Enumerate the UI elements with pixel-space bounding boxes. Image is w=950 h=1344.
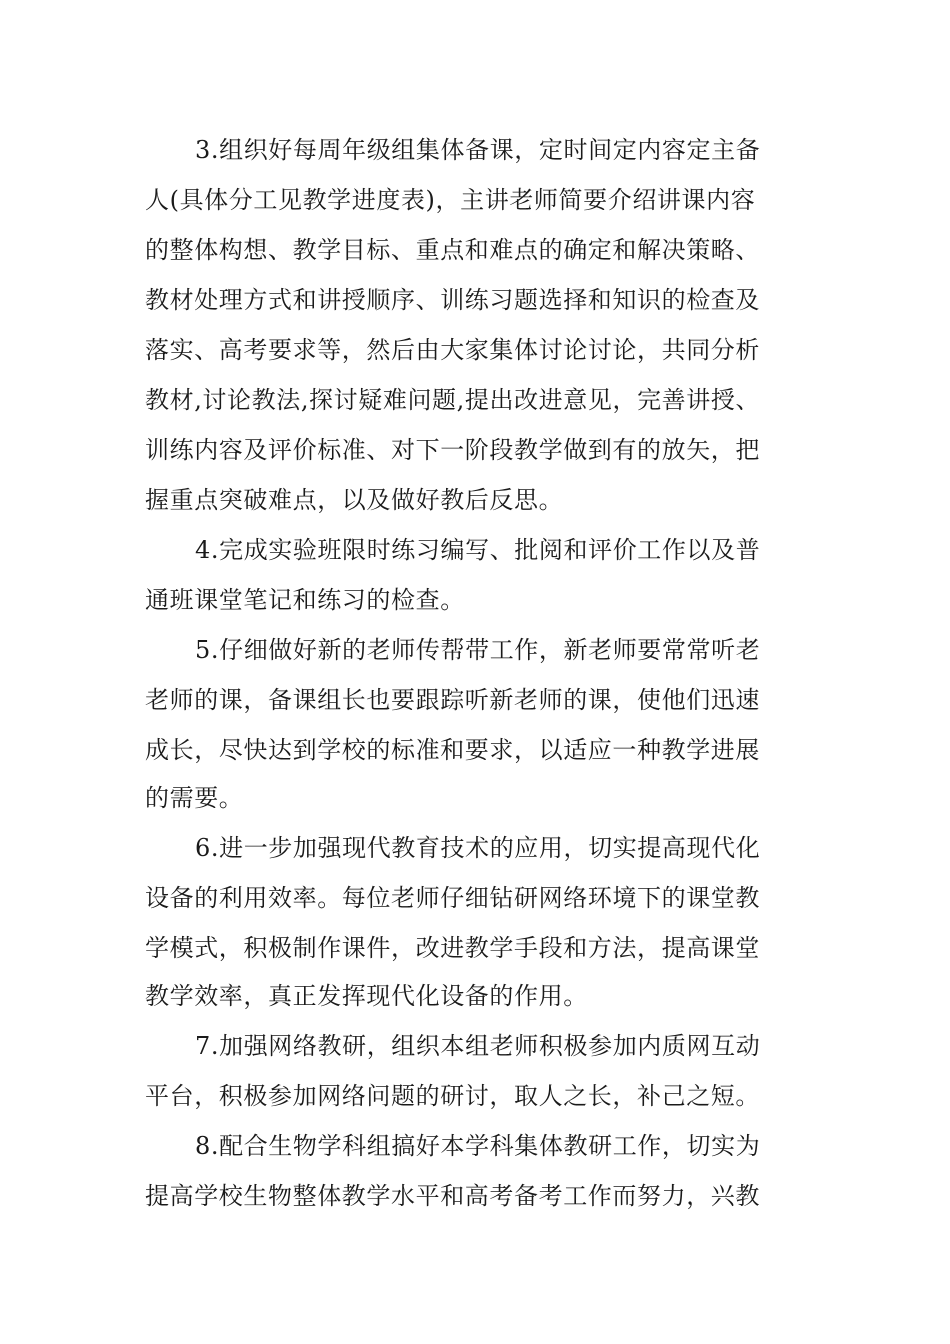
paragraph-8-line-2: 提高学校生物整体教学水平和高考备考工作而努力，兴教 [145,1182,760,1210]
paragraph-3-line-5: 落实、高考要求等，然后由大家集体讨论讨论，共同分析 [145,336,760,364]
paragraph-5-line-3: 成长，尽快达到学校的标准和要求，以适应一种教学进展 [145,736,760,764]
paragraph-5-line-1: 5.仔细做好新的老师传帮带工作，新老师要常常听老 [195,636,761,664]
paragraph-8-line-1: 8.配合生物学科组搞好本学科集体教研工作，切实为 [195,1132,761,1160]
paragraph-6-line-4: 教学效率，真正发挥现代化设备的作用。 [145,982,588,1010]
paragraph-3-line-6: 教材,讨论教法,探讨疑难问题,提出改进意见，完善讲授、 [145,386,761,414]
paragraph-3-line-8: 握重点突破难点，以及做好教后反思。 [145,486,564,514]
paragraph-6-line-1: 6.进一步加强现代教育技术的应用，切实提高现代化 [195,834,761,862]
paragraph-5-line-2: 老师的课，备课组长也要跟踪听新老师的课，使他们迅速 [145,686,760,714]
paragraph-4-line-1: 4.完成实验班限时练习编写、批阅和评价工作以及普 [195,536,761,564]
paragraph-6-line-2: 设备的利用效率。每位老师仔细钻研网络环境下的课堂教 [145,884,760,912]
paragraph-3-line-2: 人(具体分工见教学进度表)，主讲老师简要介绍讲课内容 [145,186,756,214]
paragraph-6-line-3: 学模式，积极制作课件，改进教学手段和方法，提高课堂 [145,934,760,962]
paragraph-7-line-1: 7.加强网络教研，组织本组老师积极参加内质网互动 [195,1032,761,1060]
paragraph-3-line-3: 的整体构想、教学目标、重点和难点的确定和解决策略、 [145,236,760,264]
paragraph-4-line-2: 通班课堂笔记和练习的检查。 [145,586,465,614]
paragraph-7-line-2: 平台，积极参加网络问题的研讨，取人之长，补己之短。 [145,1082,760,1110]
paragraph-3-line-1: 3.组织好每周年级组集体备课，定时间定内容定主备 [195,136,761,164]
paragraph-3-line-4: 教材处理方式和讲授顺序、训练习题选择和知识的检查及 [145,286,760,314]
paragraph-3-line-7: 训练内容及评价标准、对下一阶段教学做到有的放矢，把 [145,436,760,464]
paragraph-5-line-4: 的需要。 [145,784,244,812]
